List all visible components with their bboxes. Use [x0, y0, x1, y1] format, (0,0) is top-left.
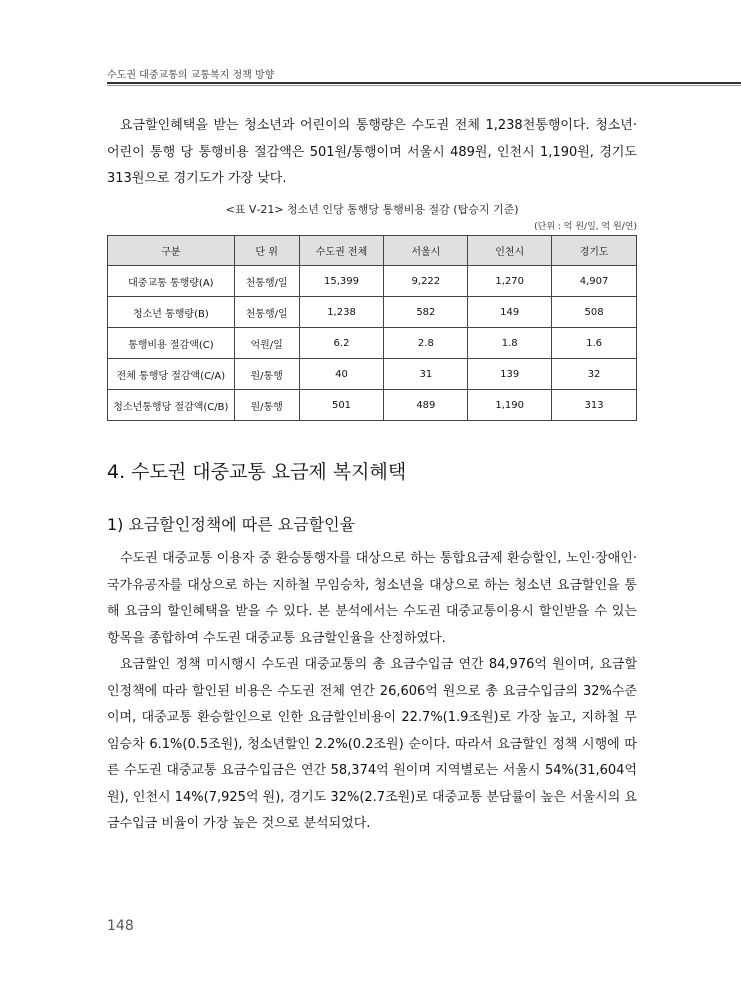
- table-header-cell: 경기도: [552, 236, 637, 266]
- table-header-cell: 인천시: [468, 236, 552, 266]
- subsection-heading: 1) 요금할인정책에 따른 요금할인율: [107, 515, 356, 534]
- table-cell: 32: [552, 359, 637, 390]
- table-cell: 139: [468, 359, 552, 390]
- table-cell: 원/통행: [234, 390, 299, 421]
- table-cell: 149: [468, 297, 552, 328]
- savings-table: [107, 235, 637, 421]
- table-cell: 대중교통 통행량(A): [108, 266, 235, 297]
- table-cell: 40: [299, 359, 384, 390]
- table-cell: 1,238: [299, 297, 384, 328]
- table-cell: 508: [552, 297, 637, 328]
- table-cell: 1.8: [468, 328, 552, 359]
- table-unit-note: (단위 : 억 원/일, 억 원/연): [534, 222, 637, 232]
- table-cell: 천통행/일: [234, 266, 299, 297]
- table-cell: 501: [299, 390, 384, 421]
- header-rule-thin: [107, 85, 741, 86]
- table-header-cell: 서울시: [384, 236, 468, 266]
- header-rule: [107, 82, 741, 84]
- table-header-row: [108, 236, 637, 266]
- table-cell: 31: [384, 359, 468, 390]
- table-cell: 313: [552, 390, 637, 421]
- body-text: [107, 546, 637, 838]
- intro-paragraph: 요금할인혜택을 받는 청소년과 어린이의 통행량은 수도권 전체 1,238천통행이다. 청소년·어린이 통행 당 통행비용 절감액은 501원/통행이며 서울시 489원, 인천시 1,190원, 경기도 313원으로 경기도가 가장 낮다.: [107, 118, 637, 186]
- table-caption: <표 Ⅴ-21> 청소년 인당 통행당 통행비용 절감 (탑승지 기준): [225, 203, 519, 216]
- page-number: 148: [107, 918, 134, 934]
- table-header-cell: 구분: [108, 236, 235, 266]
- table-row: [108, 359, 637, 390]
- table-row: [108, 390, 637, 421]
- table-cell: 억원/일: [234, 328, 299, 359]
- table-row: [108, 266, 637, 297]
- table-cell: 1.6: [552, 328, 637, 359]
- table-cell: 2.8: [384, 328, 468, 359]
- table-header-cell: 단 위: [234, 236, 299, 266]
- table-cell: 1,190: [468, 390, 552, 421]
- table-cell: 15,399: [299, 266, 384, 297]
- table-header-cell: 수도권 전체: [299, 236, 384, 266]
- running-header: 수도권 대중교통의 교통복지 정책 방향: [107, 70, 275, 81]
- table-cell: 6.2: [299, 328, 384, 359]
- body-paragraph: 요금할인 정책 미시행시 수도권 대중교통의 총 요금수입금 연간 84,976억 원이며, 요금할인정책에 따라 할인된 비용은 수도권 전체 연간 26,606억 원으로 총 요금수입금의 32%수준이며, 대중교통 환승할인으로 인한 요금할인비용이 22.7%(1.9조원)로 가장 높고, 지하철 무임승차 6.1%(0.5조원), 청소년할인 2.2%(0.2조원) 순이다. 따라서 요금할인 정책 시행에 따른 수도권 대중교통 요금수입금은 연간 58,374억 원이며 지역별로는 서울시 54%(31,604억 원), 인천시 14%(7,925억 원), 경기도 32%(2.7조원)로 대중교통 분담률이 높은 서울시의 요금수입금 비율이 가장 높은 것으로 분석되었다.: [107, 657, 637, 831]
- table-cell: 9,222: [384, 266, 468, 297]
- table-cell: 4,907: [552, 266, 637, 297]
- table-row: [108, 297, 637, 328]
- table-row: [108, 328, 637, 359]
- table-cell: 489: [384, 390, 468, 421]
- table-cell: 청소년통행당 절감액(C/B): [108, 390, 235, 421]
- table-cell: 582: [384, 297, 468, 328]
- table-cell: 천통행/일: [234, 297, 299, 328]
- table-cell: 청소년 통행량(B): [108, 297, 235, 328]
- table-cell: 통행비용 절감액(C): [108, 328, 235, 359]
- section-heading: 4. 수도권 대중교통 요금제 복지혜택: [107, 461, 407, 483]
- table-cell: 1,270: [468, 266, 552, 297]
- table-cell: 전체 통행당 절감액(C/A): [108, 359, 235, 390]
- body-paragraph: 수도권 대중교통 이용자 중 환승통행자를 대상으로 하는 통합요금제 환승할인, 노인·장애인·국가유공자를 대상으로 하는 지하철 무임승차, 청소년을 대상으로 하는 청소년 요금할인을 통해 요금의 할인혜택을 받을 수 있다. 본 분석에서는 수도권 대중교통이용시 할인받을 수 있는 항목을 종합하여 수도권 대중교통 요금할인율을 산정하였다.: [107, 551, 637, 646]
- table-cell: 원/통행: [234, 359, 299, 390]
